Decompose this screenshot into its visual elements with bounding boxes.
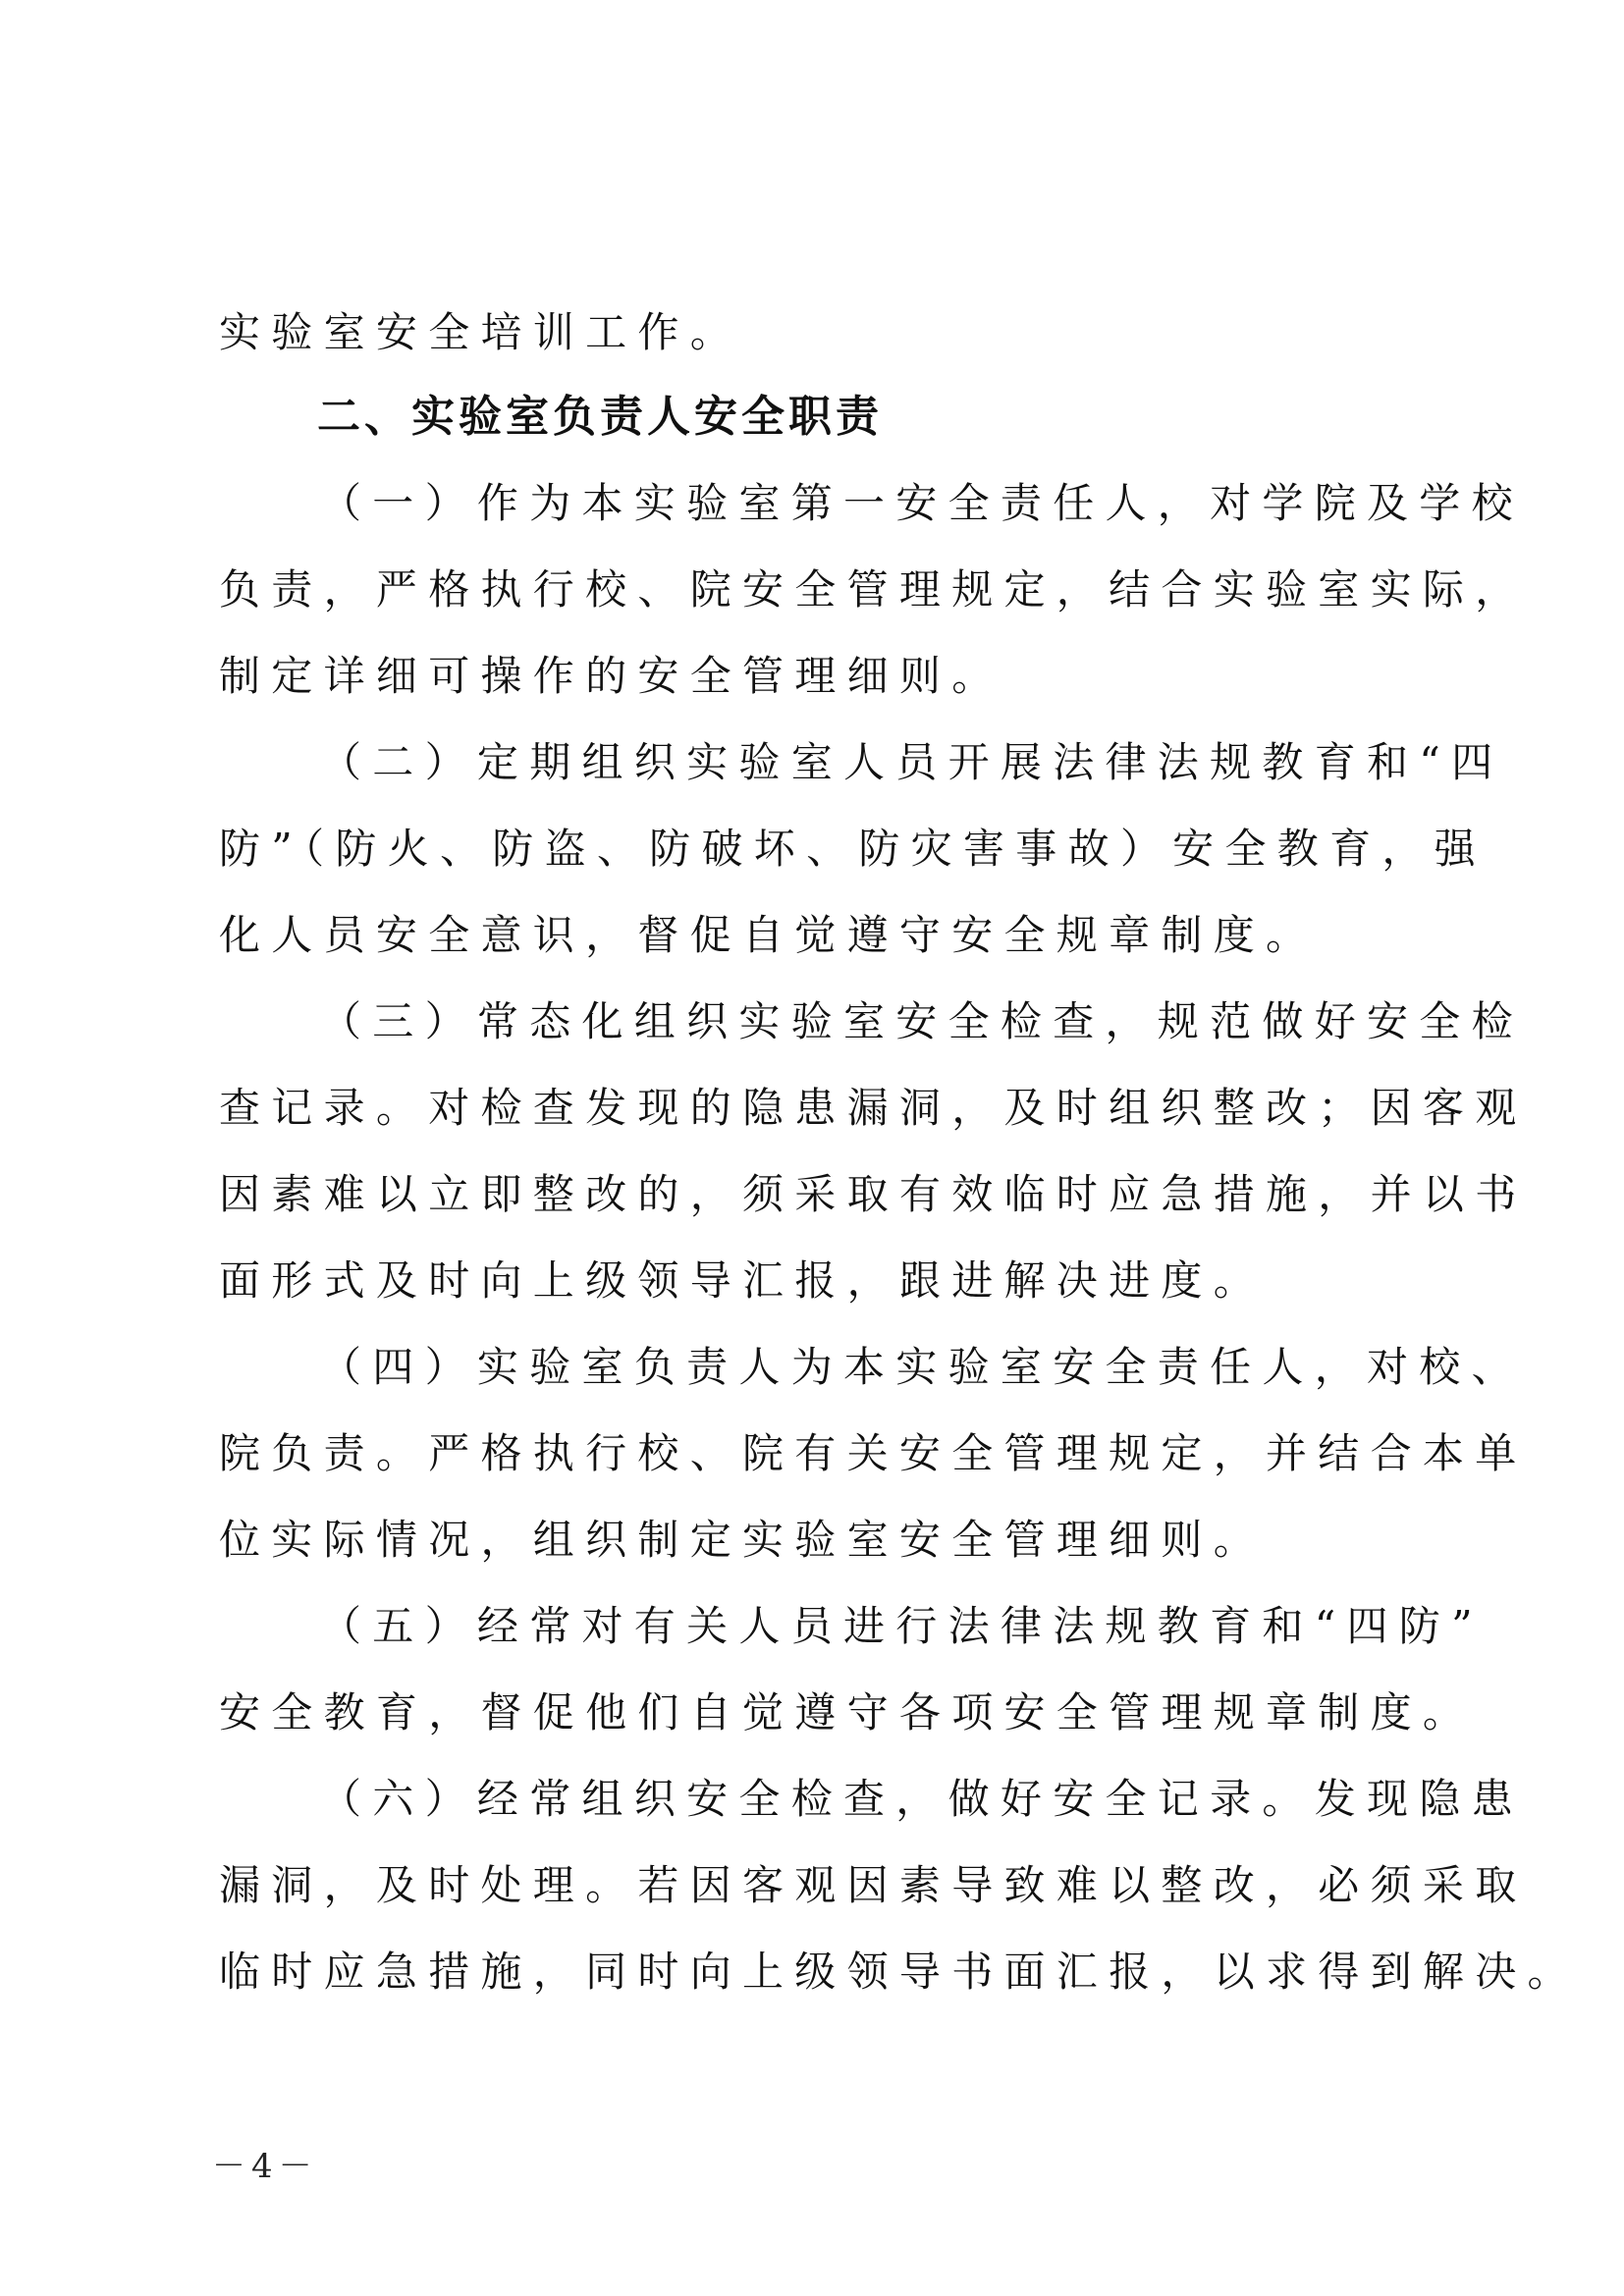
- body-line-6: 化人员安全意识，督促自觉遵守安全规章制度。: [219, 911, 1319, 959]
- body-line-7: （三）常态化组织实验室安全检查，规范做好安全检: [320, 997, 1524, 1045]
- body-line-16: （六）经常组织安全检查，做好安全记录。发现隐患: [320, 1775, 1524, 1823]
- body-line-8: 查记录。对检查发现的隐患漏洞，及时组织整改；因客观: [219, 1084, 1528, 1132]
- body-line-15: 安全教育，督促他们自觉遵守各项安全管理规章制度。: [219, 1688, 1476, 1736]
- body-line-10: 面形式及时向上级领导汇报，跟进解决进度。: [219, 1256, 1267, 1305]
- body-line-2: 负责，严格执行校、院安全管理规定，结合实验室实际，: [219, 565, 1528, 614]
- body-line-13: 位实际情况，组织制定实验室安全管理细则。: [219, 1516, 1267, 1564]
- body-line-9: 因素难以立即整改的，须采取有效临时应急措施，并以书: [219, 1170, 1528, 1218]
- body-line-18: 临时应急措施，同时向上级领导书面汇报，以求得到解决。: [219, 1948, 1580, 1996]
- body-line-11: （四）实验室负责人为本实验室安全责任人，对校、: [320, 1343, 1524, 1391]
- body-line-3: 制定详细可操作的安全管理细则。: [219, 652, 1004, 700]
- body-line-17: 漏洞，及时处理。若因客观因素导致难以整改，必须采取: [219, 1861, 1528, 1909]
- body-line-5: 防”（防火、防盗、防破坏、防灾害事故）安全教育，强: [219, 825, 1487, 873]
- body-line-4: （二）定期组织实验室人员开展法律法规教育和“四: [320, 738, 1504, 786]
- body-line-12: 院负责。严格执行校、院有关安全管理规定，并结合本单: [219, 1429, 1528, 1477]
- section-heading: 二、实验室负责人安全职责: [317, 392, 883, 442]
- page-number: －4－: [212, 2147, 318, 2186]
- body-line-0: 实验室安全培训工作。: [219, 308, 743, 356]
- body-line-1: （一）作为本实验室第一安全责任人，对学院及学校: [320, 479, 1524, 527]
- body-line-14: （五）经常对有关人员进行法律法规教育和“四防”: [320, 1602, 1484, 1650]
